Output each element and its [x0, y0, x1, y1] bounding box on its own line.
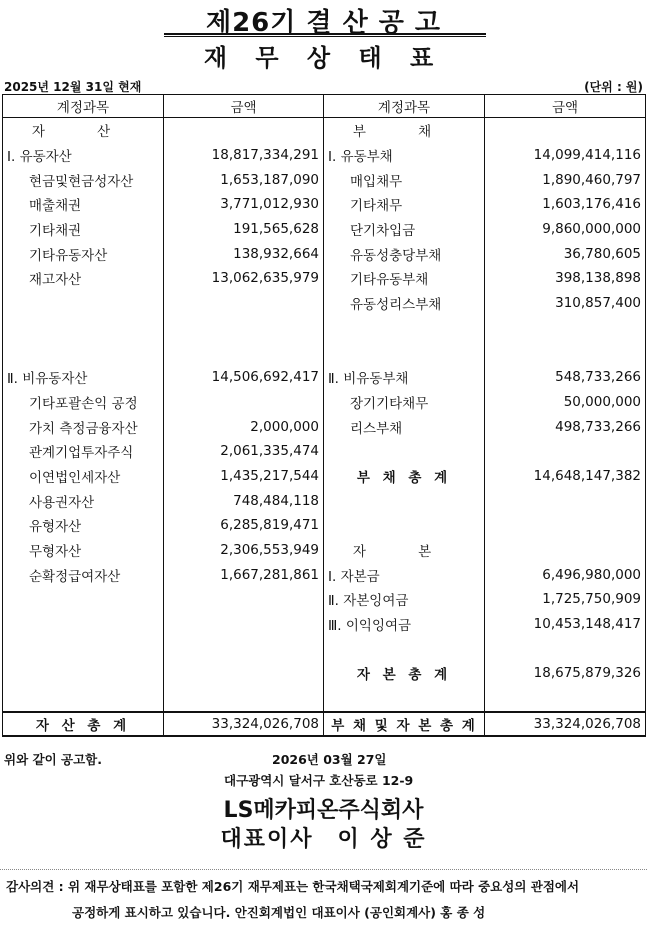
asset-amount	[164, 316, 324, 341]
audit-opinion-line1: 감사의견 : 위 재무상태표를 포함한 제26기 재무제표는 한국채택국제회계기준에 따라 중요성의 관점에서	[6, 879, 580, 894]
asset-amount	[164, 636, 324, 661]
liability-equity-amount: 14,648,147,382	[485, 464, 646, 489]
asset-account: 관계기업투자주식	[3, 439, 164, 464]
asset-account: Ⅱ. 비유동자산	[3, 365, 164, 390]
asset-account: 현금및현금성자산	[3, 167, 164, 192]
table-row	[3, 192, 646, 217]
asset-account: Ⅰ. 유동자산	[3, 143, 164, 168]
liability-equity-amount	[485, 686, 646, 712]
ceo-name: 대표이사 이 상 준	[220, 827, 427, 852]
asset-amount: 3,771,012,930	[164, 192, 324, 217]
asset-account: 기타유동자산	[3, 241, 164, 266]
liability-equity-account: 유동성충당부채	[324, 241, 485, 266]
asset-account	[3, 291, 164, 316]
liability-equity-account: 기타유동부채	[324, 266, 485, 291]
liability-equity-amount: 498,733,266	[485, 414, 646, 439]
liability-equity-amount: 1,603,176,416	[485, 192, 646, 217]
liability-equity-amount: 310,857,400	[485, 291, 646, 316]
liability-equity-account: 부 채 총 계	[324, 464, 485, 489]
table-row	[3, 488, 646, 513]
company-name: LS메카피온주식회사	[223, 798, 424, 823]
asset-amount	[164, 587, 324, 612]
audit-opinion-line2: 공정하게 표시하고 있습니다. 안진회계법인 대표이사 (공인회계사) 홍 종 성	[72, 905, 486, 920]
notice-date: 2026년 03월 27일	[272, 752, 387, 767]
table-row	[3, 241, 646, 266]
liability-equity-account	[324, 686, 485, 712]
section-liabilities: 부 채	[324, 118, 485, 143]
asset-account: 재고자산	[3, 266, 164, 291]
statement-date: 2025년 12월 31일 현재	[4, 80, 142, 94]
header-amount-right: 금액	[485, 95, 646, 118]
grand-total-row	[3, 712, 646, 736]
table-row	[3, 562, 646, 587]
table-row	[3, 587, 646, 612]
table-row	[3, 143, 646, 168]
total-assets-amount: 33,324,026,708	[164, 712, 324, 736]
asset-account: 기타포괄손익 공정	[3, 390, 164, 415]
header-account-left: 계정과목	[3, 95, 164, 118]
table-row	[3, 686, 646, 712]
asset-account: 사용권자산	[3, 488, 164, 513]
table-row	[3, 636, 646, 661]
header-amount-left: 금액	[164, 95, 324, 118]
liability-equity-amount	[485, 636, 646, 661]
liability-equity-amount	[485, 340, 646, 365]
asset-amount: 191,565,628	[164, 217, 324, 242]
liability-equity-amount: 398,138,898	[485, 266, 646, 291]
liability-equity-amount: 1,890,460,797	[485, 167, 646, 192]
section-row	[3, 118, 646, 143]
liability-equity-account: 단기차입금	[324, 217, 485, 242]
asset-amount: 18,817,334,291	[164, 143, 324, 168]
total-liab-equity-label: 부 채 및 자 본 총 계	[324, 712, 485, 736]
asset-account: 매출채권	[3, 192, 164, 217]
asset-amount	[164, 291, 324, 316]
title-underline	[164, 33, 486, 35]
liability-equity-amount: 14,099,414,116	[485, 143, 646, 168]
table-row	[3, 291, 646, 316]
liability-equity-account	[324, 340, 485, 365]
liability-equity-account	[324, 488, 485, 513]
liability-equity-amount: 1,725,750,909	[485, 587, 646, 612]
table-row	[3, 340, 646, 365]
asset-amount	[164, 686, 324, 712]
liability-equity-amount: 10,453,148,417	[485, 612, 646, 637]
table-row	[3, 217, 646, 242]
asset-account	[3, 587, 164, 612]
asset-amount	[164, 390, 324, 415]
asset-account	[3, 636, 164, 661]
asset-amount: 748,484,118	[164, 488, 324, 513]
table-row	[3, 661, 646, 686]
asset-account: 가치 측정금융자산	[3, 414, 164, 439]
asset-amount: 138,932,664	[164, 241, 324, 266]
asset-account: 이연법인세자산	[3, 464, 164, 489]
total-assets-label: 자 산 총 계	[3, 712, 164, 736]
liability-equity-amount: 50,000,000	[485, 390, 646, 415]
liability-equity-account	[324, 439, 485, 464]
liability-equity-account	[324, 316, 485, 341]
asset-amount	[164, 340, 324, 365]
asset-account: 유형자산	[3, 513, 164, 538]
table-row	[3, 464, 646, 489]
asset-amount	[164, 612, 324, 637]
divider	[0, 869, 647, 870]
asset-account	[3, 612, 164, 637]
liability-equity-account: 매입채무	[324, 167, 485, 192]
statement-title: 재 무 상 태 표	[203, 44, 444, 72]
table-row	[3, 266, 646, 291]
liability-equity-amount	[485, 513, 646, 538]
liability-equity-amount: 548,733,266	[485, 365, 646, 390]
table-row	[3, 390, 646, 415]
liability-equity-account: 유동성리스부채	[324, 291, 485, 316]
asset-amount: 2,000,000	[164, 414, 324, 439]
table-row	[3, 538, 646, 563]
liability-equity-amount: 18,675,879,326	[485, 661, 646, 686]
liability-equity-account: Ⅰ. 자본금	[324, 562, 485, 587]
liability-equity-amount	[485, 316, 646, 341]
liability-equity-account: 자 본 총 계	[324, 661, 485, 686]
balance-sheet-table	[2, 94, 646, 737]
asset-amount: 1,653,187,090	[164, 167, 324, 192]
asset-account: 기타채권	[3, 217, 164, 242]
table-row	[3, 513, 646, 538]
liability-equity-account: 기타채무	[324, 192, 485, 217]
company-address: 대구광역시 달서구 호산동로 12-9	[224, 773, 414, 788]
asset-amount: 2,306,553,949	[164, 538, 324, 563]
table-row	[3, 414, 646, 439]
liability-equity-account	[324, 513, 485, 538]
liability-equity-account: Ⅰ. 유동부채	[324, 143, 485, 168]
asset-amount: 13,062,635,979	[164, 266, 324, 291]
table-row	[3, 316, 646, 341]
table-header-row	[3, 95, 646, 118]
liability-equity-account: 자 본	[324, 538, 485, 563]
asset-account	[3, 661, 164, 686]
liability-equity-account: 장기기타채무	[324, 390, 485, 415]
asset-amount: 1,435,217,544	[164, 464, 324, 489]
asset-amount: 1,667,281,861	[164, 562, 324, 587]
table-row	[3, 365, 646, 390]
liability-equity-amount: 36,780,605	[485, 241, 646, 266]
header-account-right: 계정과목	[324, 95, 485, 118]
liability-equity-amount	[485, 439, 646, 464]
asset-amount: 14,506,692,417	[164, 365, 324, 390]
total-liab-equity-amount: 33,324,026,708	[485, 712, 646, 736]
title-underline-thin	[164, 36, 486, 37]
liability-equity-amount: 6,496,980,000	[485, 562, 646, 587]
liability-equity-account: Ⅱ. 자본잉여금	[324, 587, 485, 612]
liability-equity-amount	[485, 488, 646, 513]
liability-equity-account: 리스부채	[324, 414, 485, 439]
asset-amount: 6,285,819,471	[164, 513, 324, 538]
asset-account	[3, 686, 164, 712]
table-row	[3, 439, 646, 464]
asset-account	[3, 316, 164, 341]
liability-equity-amount	[485, 538, 646, 563]
liability-equity-account: Ⅲ. 이익잉여금	[324, 612, 485, 637]
table-row	[3, 167, 646, 192]
section-assets: 자 산	[3, 118, 164, 143]
table-row	[3, 612, 646, 637]
asset-account: 무형자산	[3, 538, 164, 563]
notice-text: 위와 같이 공고함.	[4, 752, 102, 767]
liability-equity-account	[324, 636, 485, 661]
asset-amount: 2,061,335,474	[164, 439, 324, 464]
asset-account	[3, 340, 164, 365]
asset-amount	[164, 661, 324, 686]
liability-equity-amount: 9,860,000,000	[485, 217, 646, 242]
asset-account: 순확정급여자산	[3, 562, 164, 587]
unit-label: (단위 : 원)	[584, 80, 643, 94]
liability-equity-account: Ⅱ. 비유동부채	[324, 365, 485, 390]
document-title: 제26기 결 산 공 고	[205, 8, 442, 38]
